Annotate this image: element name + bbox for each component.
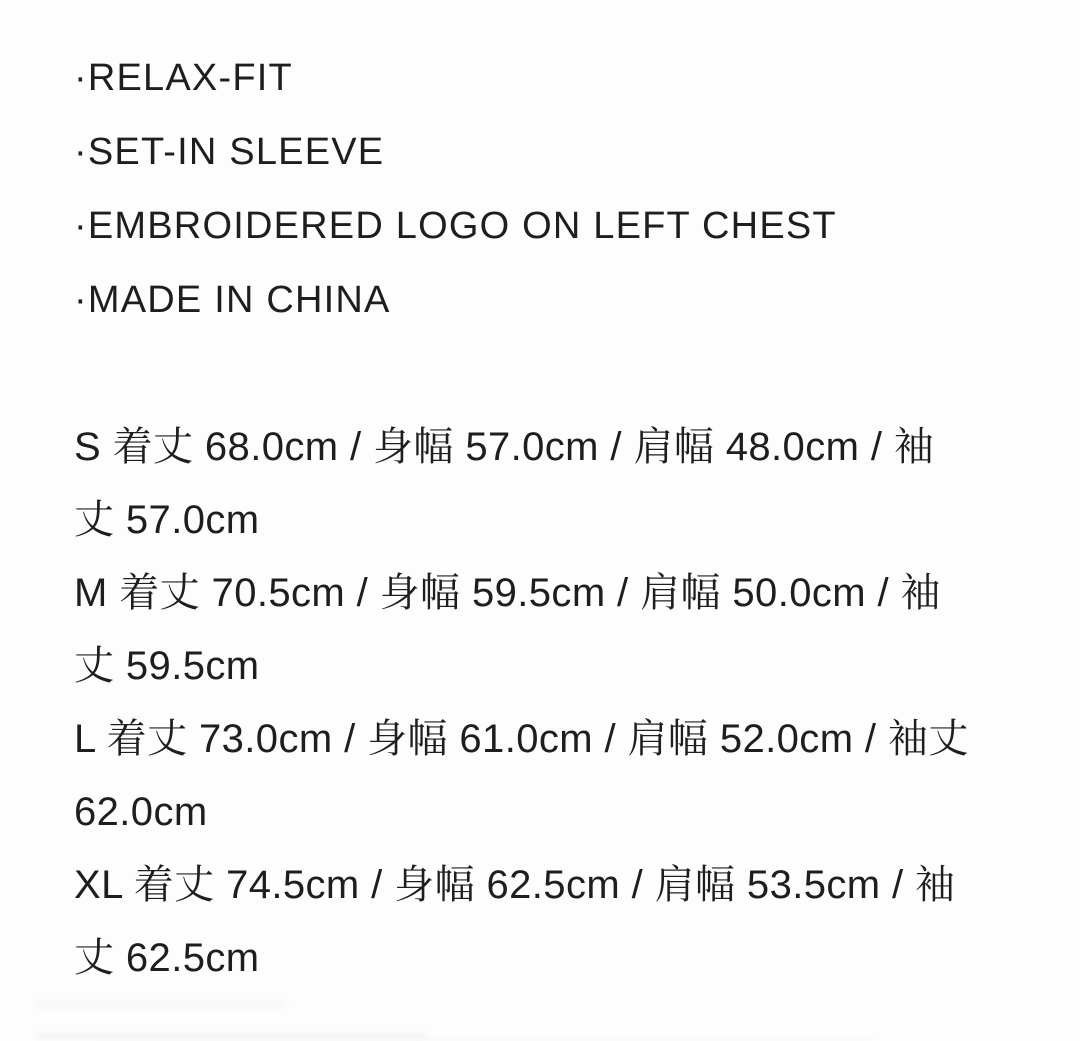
size-spec-m-line2: 丈 59.5cm [74,644,260,688]
size-spec-list [74,411,969,995]
size-spec-l-line2: 62.0cm [74,790,208,834]
feature-item-logo: ·EMBROIDERED LOGO ON LEFT CHEST [74,205,837,247]
size-spec-xl-line1: XL 着丈 74.5cm / 身幅 62.5cm / 肩幅 53.5cm / 袖 [74,863,956,907]
feature-item-relax-fit: ·RELAX-FIT [74,57,293,99]
size-spec-m-line1: M 着丈 70.5cm / 身幅 59.5cm / 肩幅 50.0cm / 袖 [74,571,941,615]
size-spec-s-line2: 丈 57.0cm [74,498,260,542]
feature-item-sleeve: ·SET-IN SLEEVE [74,131,385,173]
compression-artifact [100,1037,870,1040]
size-spec-l-line1: L 着丈 73.0cm / 身幅 61.0cm / 肩幅 52.0cm / 袖丈 [74,717,969,761]
size-spec-xl-line2: 丈 62.5cm [74,936,260,980]
feature-item-made-in: ·MADE IN CHINA [74,279,391,321]
feature-list [74,41,837,337]
compression-artifact [36,1001,286,1008]
size-spec-s-line1: S 着丈 68.0cm / 身幅 57.0cm / 肩幅 48.0cm / 袖 [74,425,935,469]
